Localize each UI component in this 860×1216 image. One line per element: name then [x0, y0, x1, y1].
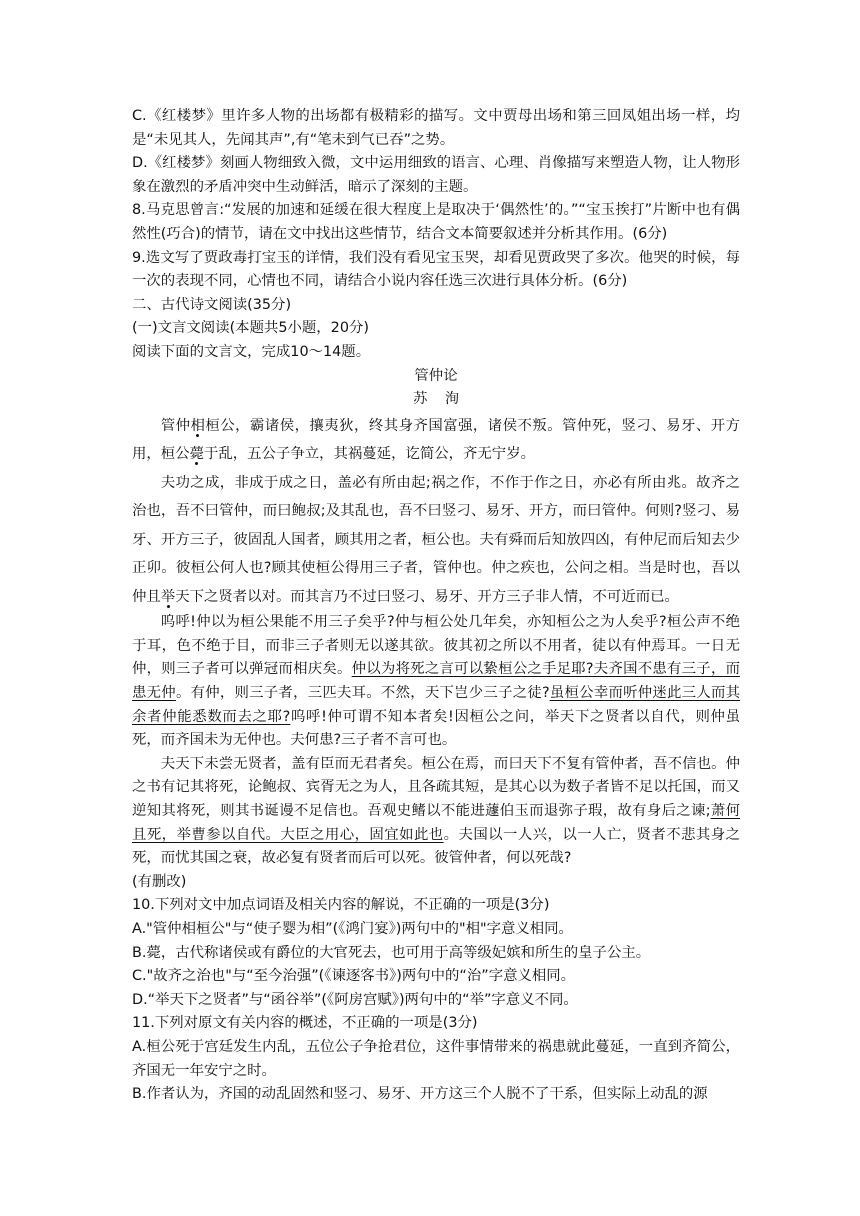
subsection-heading: (一)文言文阅读(本题共5小题，20分)	[132, 320, 370, 337]
reading-instruction: 阅读下面的文言文，完成10～14题。	[132, 343, 371, 360]
essay-title: 管仲论	[414, 367, 458, 384]
question-10-option-a: A."管仲相桓公"与“使子婴为相”(《鸿门宴》)两句中的"相"字意义相同。	[132, 920, 573, 937]
question-10-option-b: B.薨，古代称诸侯或有爵位的大官死去，也可用于高等级妃嫔和所生的皇子公主。	[132, 944, 651, 961]
dotted-word-xiang: 相	[190, 417, 206, 434]
question-11-stem: 11.下列对原文有关内容的概述，不正确的一项是(3分)	[132, 1015, 478, 1032]
essay-paragraph-4: 夫天下未尝无贤者，盖有臣而无君者矣。桓公在焉，而曰天下不复有管仲者，吾不信也。仲之书有记其将死，论鲍叔、宾胥无之为人，且各疏其短，是其心以为数子者皆不足以托国，而又逆知其将死，则其书诞谩不足信也。吾观史鳍以不能进蘧伯玉而退弥子瑕，故有身后之谏;萧何且死，举曹参以自代。大臣之用心，固宜如此也。夫国以一人兴，以一人亡，贤者不悲其身之死，而忧其国之衰，故必复有贤者而后可以死。彼管仲者，何以死哉?	[132, 755, 740, 867]
question-10-option-d: D.“举天下之贤者”与“函谷举”(《阿房宫赋》)两句中的“举”字意义不同。	[132, 991, 578, 1008]
question-8: 8.马克思曾言:“发展的加速和延缓在很大程度上是取决于‘偶然性’的。”“宝玉挨打”片断中也有偶然性(巧合)的情节，请在文中找出这些情节，结合文本简要叙述并分析其作用。(6分)	[132, 202, 740, 242]
question-9: 9.选文写了贾政毒打宝玉的详情，我们没有看见宝玉哭，却看见贾政哭了多次。他哭的时候，每一次的表现不同，心情也不同，请结合小说内容任选三次进行具体分析。(6分)	[132, 249, 740, 290]
essay-author: 苏洵	[412, 391, 477, 408]
essay-body-continued	[132, 611, 740, 894]
option-d: D.《红楼梦》刻画人物细致入微，文中运用细致的语言、心理、肖像描写来塑造人物，让人物形象在激烈的矛盾冲突中生动鲜活，暗示了深刻的主题。	[132, 155, 740, 195]
dotted-word-ju: 举	[160, 588, 176, 605]
question-10-option-c: C."故齐之治也"与“至今治强”(《谏逐客书》)两句中的“治”字意义相同。	[132, 968, 576, 985]
option-c: C.《红楼梦》里许多人物的出场都有极精彩的描写。文中贾母出场和第三回凤姐出场一样，均是“未见其人，先闻其声”,有“笔未到气已吞”之势。	[132, 108, 740, 148]
essay-paragraph-3: 呜呼!仲以为桓公果能不用三子矣乎?仲与桓公处几年矣，亦知桓公之为人矣乎?桓公声不绝于耳，色不绝于目，而非三子者则无以遂其欲。彼其初之所以不用者，徒以有仲焉耳。一日无仲，则三子者可以弹冠而相庆矣。仲以为将死之言可以絷桓公之手足耶?夫齐国不患有三子，而患无仲。有仲，则三子者，三匹夫耳。不然，天下岂少三子之徒?虽桓公幸而听仲迷此三人而其余者仲能悉数而去之耶?呜呼!仲可谓不知本者矣!因桓公之问，举天下之贤者以自代，则仲虽死，而齐国未为无仲也。夫何患?三子者不言可也。	[132, 614, 741, 749]
question-11-option-b: B.作者认为，齐国的动乱固然和竖刁、易牙、开方这三个人脱不了干系，但实际上动乱的源	[132, 1086, 708, 1103]
essay-paragraph-1: 管仲相桓公，霸诸侯，攘夷狄，终其身齐国富强，诸侯不叛。管仲死，竖刁、易牙、开方用，桓公薨于乱，五公子争立，其祸蔓延，讫简公，齐无宁岁。	[132, 417, 740, 463]
question-10-stem: 10.下列对文中加点词语及相关内容的解说，不正确的一项是(3分)	[132, 897, 550, 914]
dotted-word-hong: 薨	[189, 446, 204, 463]
abridged-note: (有删改)	[132, 873, 187, 890]
essay-body	[132, 412, 740, 612]
question-11-option-a: A.桓公死于宫廷发生内乱，五位公子争抢君位，这件事情带来的祸患就此蔓延，一直到齐简公，齐国无一年安宁之时。	[132, 1038, 740, 1079]
underlined-sentence-1: 仲以为将死之言可以絷桓公之手足耶?夫齐国不患有三子，而患无仲	[132, 661, 740, 701]
underlined-sentence-3: 萧何且死，举曹参以自代。大臣之用心，固宜如此也	[132, 802, 740, 843]
underlined-sentence-2: 虽桓公幸而听仲迷此三人而其余者仲能悉数而去之耶?	[132, 685, 740, 725]
essay-paragraph-2: 夫功之成，非成于成之日，盖必有所由起;祸之作，不作于作之日，亦必有所由兆。故齐之治也，吾不曰管仲，而曰鲍叔;及其乱也，吾不曰竖刁、易牙、开方，而曰管仲。何则?竖刁、易牙、开方三子，彼固乱人国者，顾其用之者，桓公也。夫有舜而后知放四凶，有仲尼而后知去少正卯。彼桓公何人也?顾其使桓公得用三子者，管仲也。仲之疾也，公问之相。当是时也，吾以仲且举天下之贤者以对。而其言乃不过曰竖刁、易牙、开方三子非人情，不可近而已。	[132, 474, 740, 605]
section-heading: 二、古代诗文阅读(35分)	[132, 296, 292, 313]
